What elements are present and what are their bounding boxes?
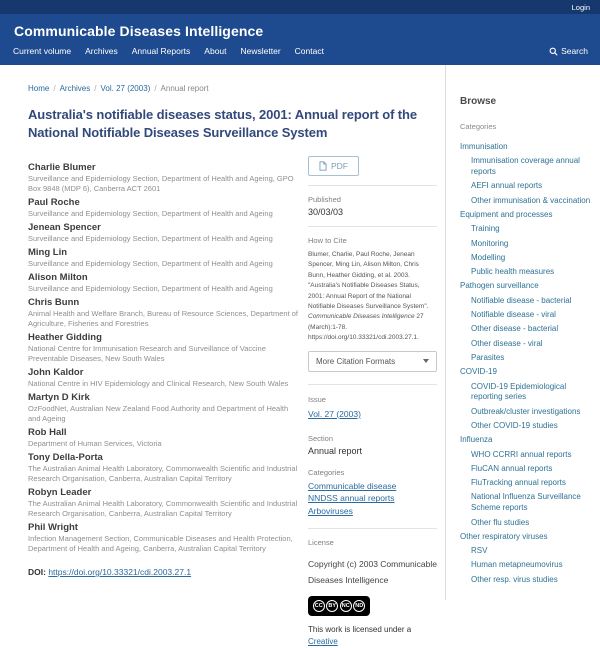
- divider: [308, 185, 437, 186]
- cc-by-nc-nd-badge[interactable]: [308, 596, 370, 616]
- main-nav: [0, 46, 600, 65]
- sidebar-category-list: [460, 142, 592, 586]
- author-affiliation: Surveillance and Epidemiology Section, Department of Health and Ageing: [28, 259, 273, 269]
- section-value: Annual report: [308, 445, 363, 456]
- sidebar-item-who-ccrri[interactable]: WHO CCRRI annual reports: [471, 449, 572, 459]
- category-link-communicable-disease[interactable]: Communicable disease: [308, 480, 397, 491]
- author-name: Paul Roche: [28, 197, 80, 209]
- login-link[interactable]: Login: [571, 2, 590, 12]
- copyright-text: Copyright (c) 2003 Communicable Diseases Intelligence: [308, 558, 437, 585]
- breadcrumb: Home / Archives / Vol. 27 (2003) / Annual report: [28, 84, 209, 93]
- divider: [308, 226, 437, 227]
- author-name: Tony Della-Porta: [28, 452, 103, 464]
- author-entry: [28, 162, 299, 194]
- sidebar-categories-label: Categories: [460, 122, 497, 131]
- section-label: Section: [308, 433, 334, 443]
- author-affiliation: Surveillance and Epidemiology Section, Department of Health and Ageing: [28, 209, 273, 219]
- sidebar-item-other-immunisation[interactable]: Other immunisation & vaccination: [471, 195, 591, 205]
- page-title: Australia's notifiable diseases status, 2001: Annual report of the National Notifiable Diseases Surveillance System: [28, 107, 418, 140]
- author-affiliation: National Centre for Immunisation Research and Surveillance of Vaccine Preventable Diseases, New South Wales: [28, 344, 266, 364]
- breadcrumb-issue[interactable]: Vol. 27 (2003): [100, 84, 151, 93]
- sidebar-item-other-covid19[interactable]: Other COVID-19 studies: [471, 420, 558, 430]
- sidebar-item-equipment[interactable]: Equipment and processes: [460, 209, 553, 219]
- citation-journal: Communicable Diseases Intelligence: [308, 313, 415, 321]
- doi-label: DOI:: [28, 567, 46, 578]
- sidebar-item-modelling[interactable]: Modelling: [471, 252, 506, 262]
- article-content: [0, 65, 445, 647]
- cc-by-icon: BY: [326, 600, 338, 612]
- site-title[interactable]: Communicable Diseases Intelligence: [14, 23, 264, 39]
- search-icon: [549, 47, 558, 56]
- sidebar-item-national-influenza-scheme[interactable]: National Influenza Surveillance Scheme reports: [471, 492, 581, 513]
- sidebar-item-other-flu[interactable]: Other flu studies: [471, 517, 530, 527]
- author-entry: [28, 392, 299, 424]
- top-bar: [0, 0, 600, 14]
- author-name: Rob Hall: [28, 427, 67, 439]
- author-entry: [28, 522, 299, 554]
- license-label: License: [308, 537, 334, 547]
- author-name: Robyn Leader: [28, 487, 92, 499]
- category-links: [308, 480, 437, 518]
- author-name: Ming Lin: [28, 247, 68, 259]
- category-link-nndss-annual-reports[interactable]: NNDSS annual reports: [308, 493, 395, 504]
- nav-item-newsletter[interactable]: Newsletter: [240, 46, 281, 56]
- pdf-button[interactable]: [308, 156, 359, 176]
- sidebar-item-immunisation[interactable]: Immunisation: [460, 142, 508, 151]
- sidebar-item-influenza[interactable]: Influenza: [460, 435, 493, 445]
- categories-label: Categories: [308, 467, 345, 477]
- citation-text: Blumer, Charlie, Paul Roche, Jenean Spencer, Ming Lin, Alison Milton, Chris Bunn, Heather Gidding, et al. 2003. "Australia's Notifiable Diseases Status, 2001: Annual Report of the National Notifiable Diseases Surveillance System". Communicable Diseases Intelligence 27 (March):1-78. https://doi.org/10.33321/cdi.2003.27.1.: [308, 251, 429, 342]
- cc-icon: CC: [313, 600, 325, 612]
- creative-commons-link[interactable]: Creative: [308, 637, 338, 647]
- sidebar-item-immunisation-coverage[interactable]: Immunisation coverage annual reports: [471, 156, 580, 177]
- sidebar-item-monitoring[interactable]: Monitoring: [471, 238, 509, 248]
- article-meta: [308, 155, 437, 648]
- how-to-cite-label: How to Cite: [308, 236, 347, 246]
- sidebar-item-covid19-epi-reporting[interactable]: COVID-19 Epidemiological reporting series: [471, 381, 567, 402]
- sidebar-item-covid19[interactable]: COVID-19: [460, 367, 497, 377]
- nav-item-contact[interactable]: Contact: [294, 46, 324, 56]
- nav-item-annual-reports[interactable]: Annual Reports: [131, 46, 191, 56]
- author-name: Phil Wright: [28, 522, 78, 534]
- author-affiliation: Surveillance and Epidemiology Section, Department of Health and Ageing: [28, 234, 273, 244]
- author-name: Charlie Blumer: [28, 162, 96, 174]
- sidebar-item-outbreak-cluster[interactable]: Outbreak/cluster investigations: [471, 406, 581, 416]
- cc-nd-icon: ND: [353, 600, 365, 612]
- author-affiliation: Surveillance and Epidemiology Section, Department of Health and Ageing: [28, 284, 273, 294]
- author-entry: [28, 222, 299, 244]
- sidebar-item-other-viral[interactable]: Other disease - viral: [471, 338, 543, 348]
- author-affiliation: Animal Health and Welfare Branch, Bureau of Resource Sciences, Department of Agriculture, Fisheries and Forestries: [28, 309, 298, 329]
- author-name: Martyn D Kirk: [28, 392, 90, 404]
- divider: [308, 528, 437, 529]
- sidebar-item-flutracking[interactable]: FluTracking annual reports: [471, 478, 566, 488]
- sidebar-item-metapneumovirus[interactable]: Human metapneumovirus: [471, 560, 563, 570]
- author-entry: [28, 487, 299, 519]
- issue-label: Issue: [308, 394, 326, 404]
- author-affiliation: The Australian Animal Health Laboratory, Commonwealth Scientific and Industrial Research Organisation, Canberra, Australian Capital Territory: [28, 499, 298, 519]
- browse-heading: Browse: [460, 96, 497, 107]
- sidebar-item-other-respiratory[interactable]: Other respiratory viruses: [460, 531, 548, 541]
- author-name: Jenean Spencer: [28, 222, 101, 234]
- author-affiliation: The Australian Animal Health Laboratory, Commonwealth Scientific and Industrial Research Organisation, Canberra, Australian Capital Territory: [28, 464, 298, 484]
- author-entry: [28, 367, 299, 389]
- more-citation-formats-dropdown[interactable]: [308, 351, 437, 372]
- browse-sidebar: [445, 65, 600, 600]
- breadcrumb-current: Annual report: [160, 84, 209, 93]
- author-entry: [28, 272, 299, 294]
- nav-item-current-volume[interactable]: Current volume: [13, 46, 72, 56]
- published-date: 30/03/03: [308, 207, 344, 218]
- sidebar-item-other-bacterial[interactable]: Other disease - bacterial: [471, 324, 559, 334]
- author-affiliation: Surveillance and Epidemiology Section, Department of Health and Ageing, GPO Box 9848 (MDP 6), Canberra ACT 2601: [28, 174, 294, 194]
- license-statement: This work is licensed under a Creative: [308, 625, 412, 647]
- doi-row: [28, 567, 299, 577]
- pdf-button-label: PDF: [331, 161, 348, 172]
- sidebar-item-other-resp-virus[interactable]: Other resp. virus studies: [471, 574, 558, 584]
- cc-nc-icon: NC: [340, 600, 352, 612]
- sidebar-item-public-health[interactable]: Public health measures: [471, 267, 555, 277]
- authors-list: [28, 155, 299, 648]
- sidebar-item-training[interactable]: Training: [471, 224, 500, 234]
- author-entry: [28, 332, 299, 364]
- published-label: Published: [308, 195, 341, 205]
- author-name: Alison Milton: [28, 272, 88, 284]
- sidebar-item-notifiable-bacterial[interactable]: Notifiable disease - bacterial: [471, 295, 572, 305]
- author-name: Heather Gidding: [28, 332, 102, 344]
- search-button[interactable]: [549, 46, 588, 56]
- more-citation-formats-label: More Citation Formats: [316, 356, 396, 366]
- author-entry: [28, 427, 299, 449]
- author-entry: [28, 452, 299, 484]
- sidebar-item-notifiable-viral[interactable]: Notifiable disease - viral: [471, 310, 556, 320]
- doi-link[interactable]: https://doi.org/10.33321/cdi.2003.27.1: [48, 567, 192, 578]
- author-name: Chris Bunn: [28, 297, 80, 309]
- breadcrumb-home[interactable]: Home: [28, 84, 50, 93]
- author-name: John Kaldor: [28, 367, 84, 379]
- author-entry: [28, 247, 299, 269]
- sidebar-item-aefi[interactable]: AEFI annual reports: [471, 181, 543, 191]
- author-affiliation: OzFoodNet, Australian New Zealand Food Authority and Department of Health and Ageing: [28, 404, 289, 424]
- sidebar-item-pathogen-surveillance[interactable]: Pathogen surveillance: [460, 281, 539, 291]
- author-affiliation: Department of Human Services, Victoria: [28, 439, 162, 449]
- issue-link[interactable]: Vol. 27 (2003): [308, 408, 361, 419]
- category-link-arboviruses[interactable]: Arboviruses: [308, 506, 353, 517]
- breadcrumb-archives[interactable]: Archives: [59, 84, 91, 93]
- nav-item-archives[interactable]: Archives: [85, 46, 118, 56]
- sidebar-item-flucan[interactable]: FluCAN annual reports: [471, 463, 553, 473]
- site-header: [0, 0, 600, 65]
- author-entry: [28, 197, 299, 219]
- chevron-down-icon: [423, 359, 429, 363]
- search-label: Search: [561, 46, 588, 56]
- sidebar-item-rsv[interactable]: RSV: [471, 546, 488, 556]
- sidebar-item-parasites[interactable]: Parasites: [471, 352, 505, 362]
- pdf-file-icon: [319, 161, 327, 171]
- author-affiliation: National Centre in HIV Epidemiology and Clinical Research, New South Wales: [28, 379, 289, 389]
- author-affiliation: Infection Management Section, Communicable Diseases and Health Protection, Department of Health and Ageing, Canberra, Australian Capital Territory: [28, 534, 293, 554]
- nav-item-about[interactable]: About: [204, 46, 227, 56]
- divider: [308, 384, 437, 385]
- author-entry: [28, 297, 299, 329]
